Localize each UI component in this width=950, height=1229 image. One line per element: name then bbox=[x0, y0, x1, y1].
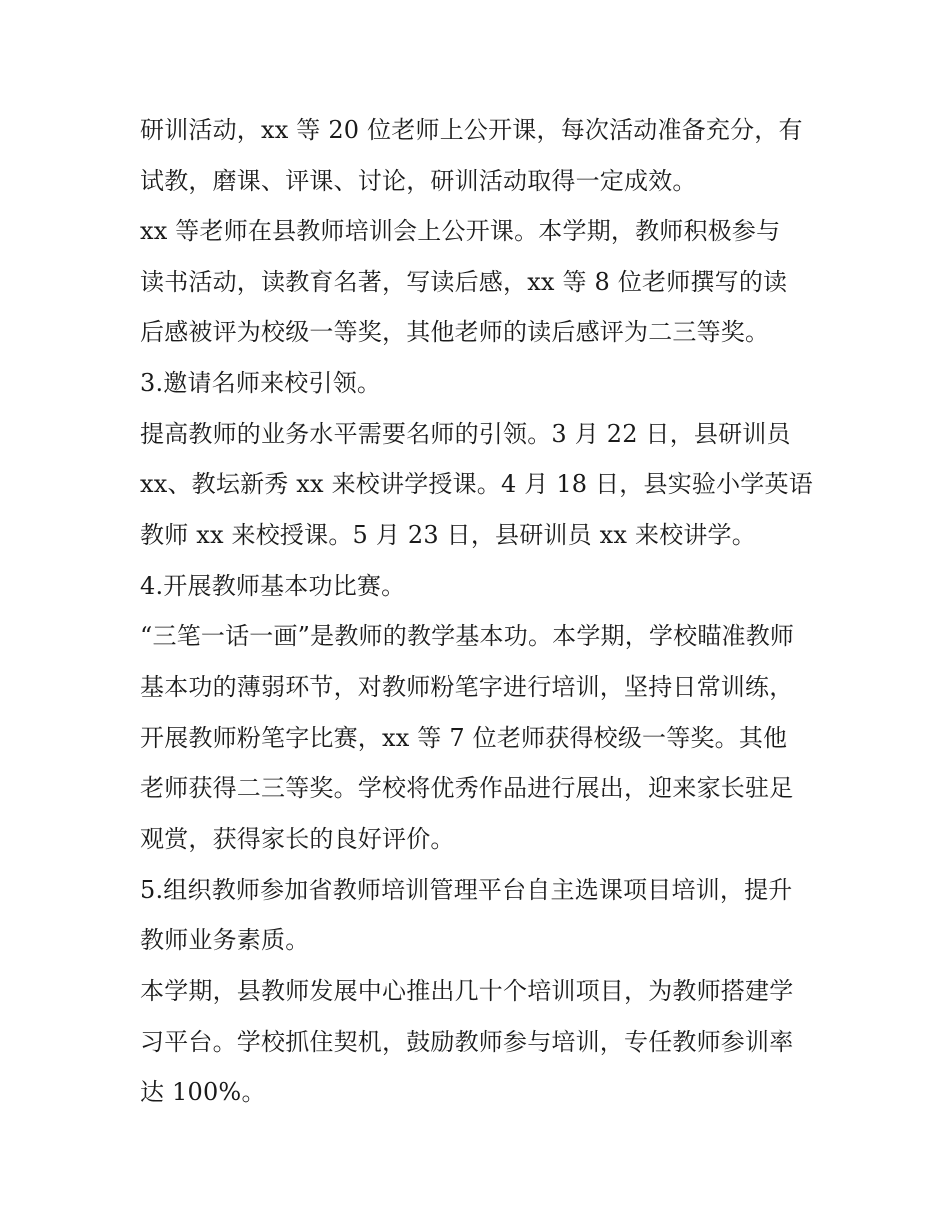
section-heading-4: 4.开展教师基本功比赛。 bbox=[140, 572, 406, 600]
text-line-2: 试教，磨课、评课、讨论，研训活动取得一定成效。 bbox=[140, 167, 697, 195]
text-line-9: 教师 xx 来校授课。5 月 23 日，县研训员 xx 来校讲学。 bbox=[140, 521, 756, 549]
text-line-4: 读书活动，读教育名著，写读后感，xx 等 8 位老师撰写的读 bbox=[140, 268, 788, 296]
text-line-12: 基本功的薄弱环节，对教师粉笔字进行培训，坚持日常训练， bbox=[140, 673, 794, 701]
text-line-3: xx 等老师在县教师培训会上公开课。本学期，教师积极参与 bbox=[140, 217, 781, 245]
text-line-15: 观赏，获得家长的良好评价。 bbox=[140, 825, 455, 853]
text-line-7: 提高教师的业务水平需要名师的引领。3 月 22 日，县研训员 bbox=[140, 420, 791, 448]
section-heading-5: 5.组织教师参加省教师培训管理平台自主选课项目培训，提升 bbox=[140, 876, 793, 904]
text-line-14: 老师获得二三等奖。学校将优秀作品进行展出，迎来家长驻足 bbox=[140, 774, 794, 802]
text-line-18: 本学期，县教师发展中心推出几十个培训项目，为教师搭建学 bbox=[140, 977, 794, 1005]
section-heading-3: 3.邀请名师来校引领。 bbox=[140, 369, 382, 397]
text-line-8: xx、教坛新秀 xx 来校讲学授课。4 月 18 日，县实验小学英语 bbox=[140, 470, 813, 498]
text-line-1: 研训活动，xx 等 20 位老师上公开课，每次活动准备充分，有 bbox=[140, 116, 803, 144]
text-line-19: 习平台。学校抓住契机，鼓励教师参与培训，专任教师参训率 bbox=[140, 1028, 794, 1056]
text-line-11: “三笔一话一画”是教师的教学基本功。本学期，学校瞄准教师 bbox=[140, 622, 795, 650]
text-line-20: 达 100%。 bbox=[140, 1078, 266, 1106]
text-line-17: 教师业务素质。 bbox=[140, 926, 310, 954]
text-line-5: 后感被评为校级一等奖，其他老师的读后感评为二三等奖。 bbox=[140, 318, 770, 346]
text-line-13: 开展教师粉笔字比赛，xx 等 7 位老师获得校级一等奖。其他 bbox=[140, 724, 788, 752]
